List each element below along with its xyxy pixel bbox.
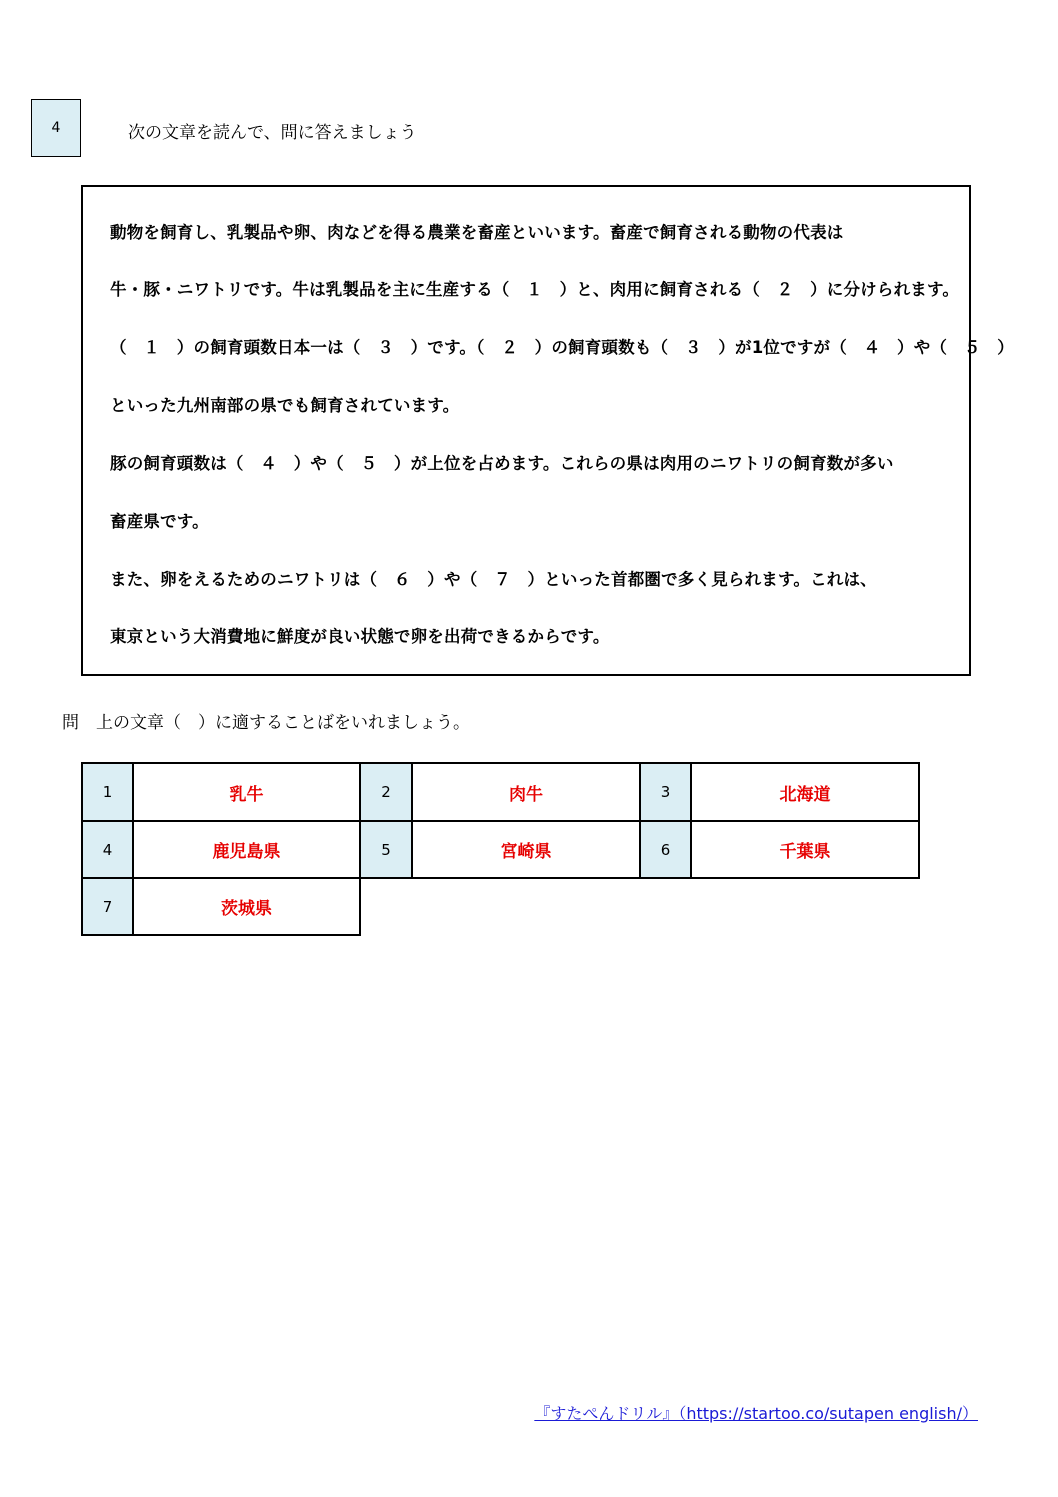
answer-number-4: 4 [81,820,134,879]
answer-number-6: 6 [639,820,692,879]
passage-line-2: 牛・豚・ニワトリです。牛は乳製品を主に生産する（ １ ）と、肉用に飼育される（ ２ ）に分けられます。 [110,280,960,299]
passage-line-7: また、卵をえるためのニワトリは（ ６ ）や（ ７ ）といった首都圏で多く見られます。これは、 [110,570,877,589]
question-number: 4 [51,120,61,136]
answer-cell-4: 鹿児島県 [132,820,361,879]
answer-cell-6: 千葉県 [690,820,920,879]
passage-line-6: 畜産県です。 [110,512,209,531]
passage-box [81,185,971,676]
answer-number-5: 5 [359,820,413,879]
footer-link[interactable]: 『すたぺんドリル』（https://startoo.co/sutapen english/） [534,1404,978,1423]
answer-cell-2: 肉牛 [411,762,641,822]
answer-cell-1: 乳牛 [132,762,361,822]
answer-cell-3: 北海道 [690,762,920,822]
answer-number-7: 7 [81,877,134,936]
answer-number-3: 3 [639,762,692,822]
question-prompt: 問 上の文章（ ）に適することばをいれましょう。 [62,713,470,733]
instruction-text: 次の文章を読んで、問に答えましょう [128,123,417,143]
passage-line-8: 東京という大消費地に鮮度が良い状態で卵を出荷できるからです。 [110,627,610,646]
question-number-box [31,99,81,157]
answer-table [81,762,921,937]
answer-number-2: 2 [359,762,413,822]
passage-line-3: （ １ ）の飼育頭数日本一は（ ３ ）です。（ ２ ）の飼育頭数も（ ３ ）が1位ですが（ ４ ）や（ ５ ） [110,338,1014,357]
answer-number-1: 1 [81,762,134,822]
passage-line-5: 豚の飼育頭数は（ ４ ）や（ ５ ）が上位を占めます。これらの県は肉用のニワトリの飼育数が多い [110,454,894,473]
answer-cell-5: 宮崎県 [411,820,641,879]
passage-line-4: といった九州南部の県でも飼育されています。 [110,396,460,415]
passage-line-1: 動物を飼育し、乳製品や卵、肉などを得る農業を畜産といいます。畜産で飼育される動物の代表は [110,223,844,242]
answer-cell-7: 茨城県 [132,877,361,936]
